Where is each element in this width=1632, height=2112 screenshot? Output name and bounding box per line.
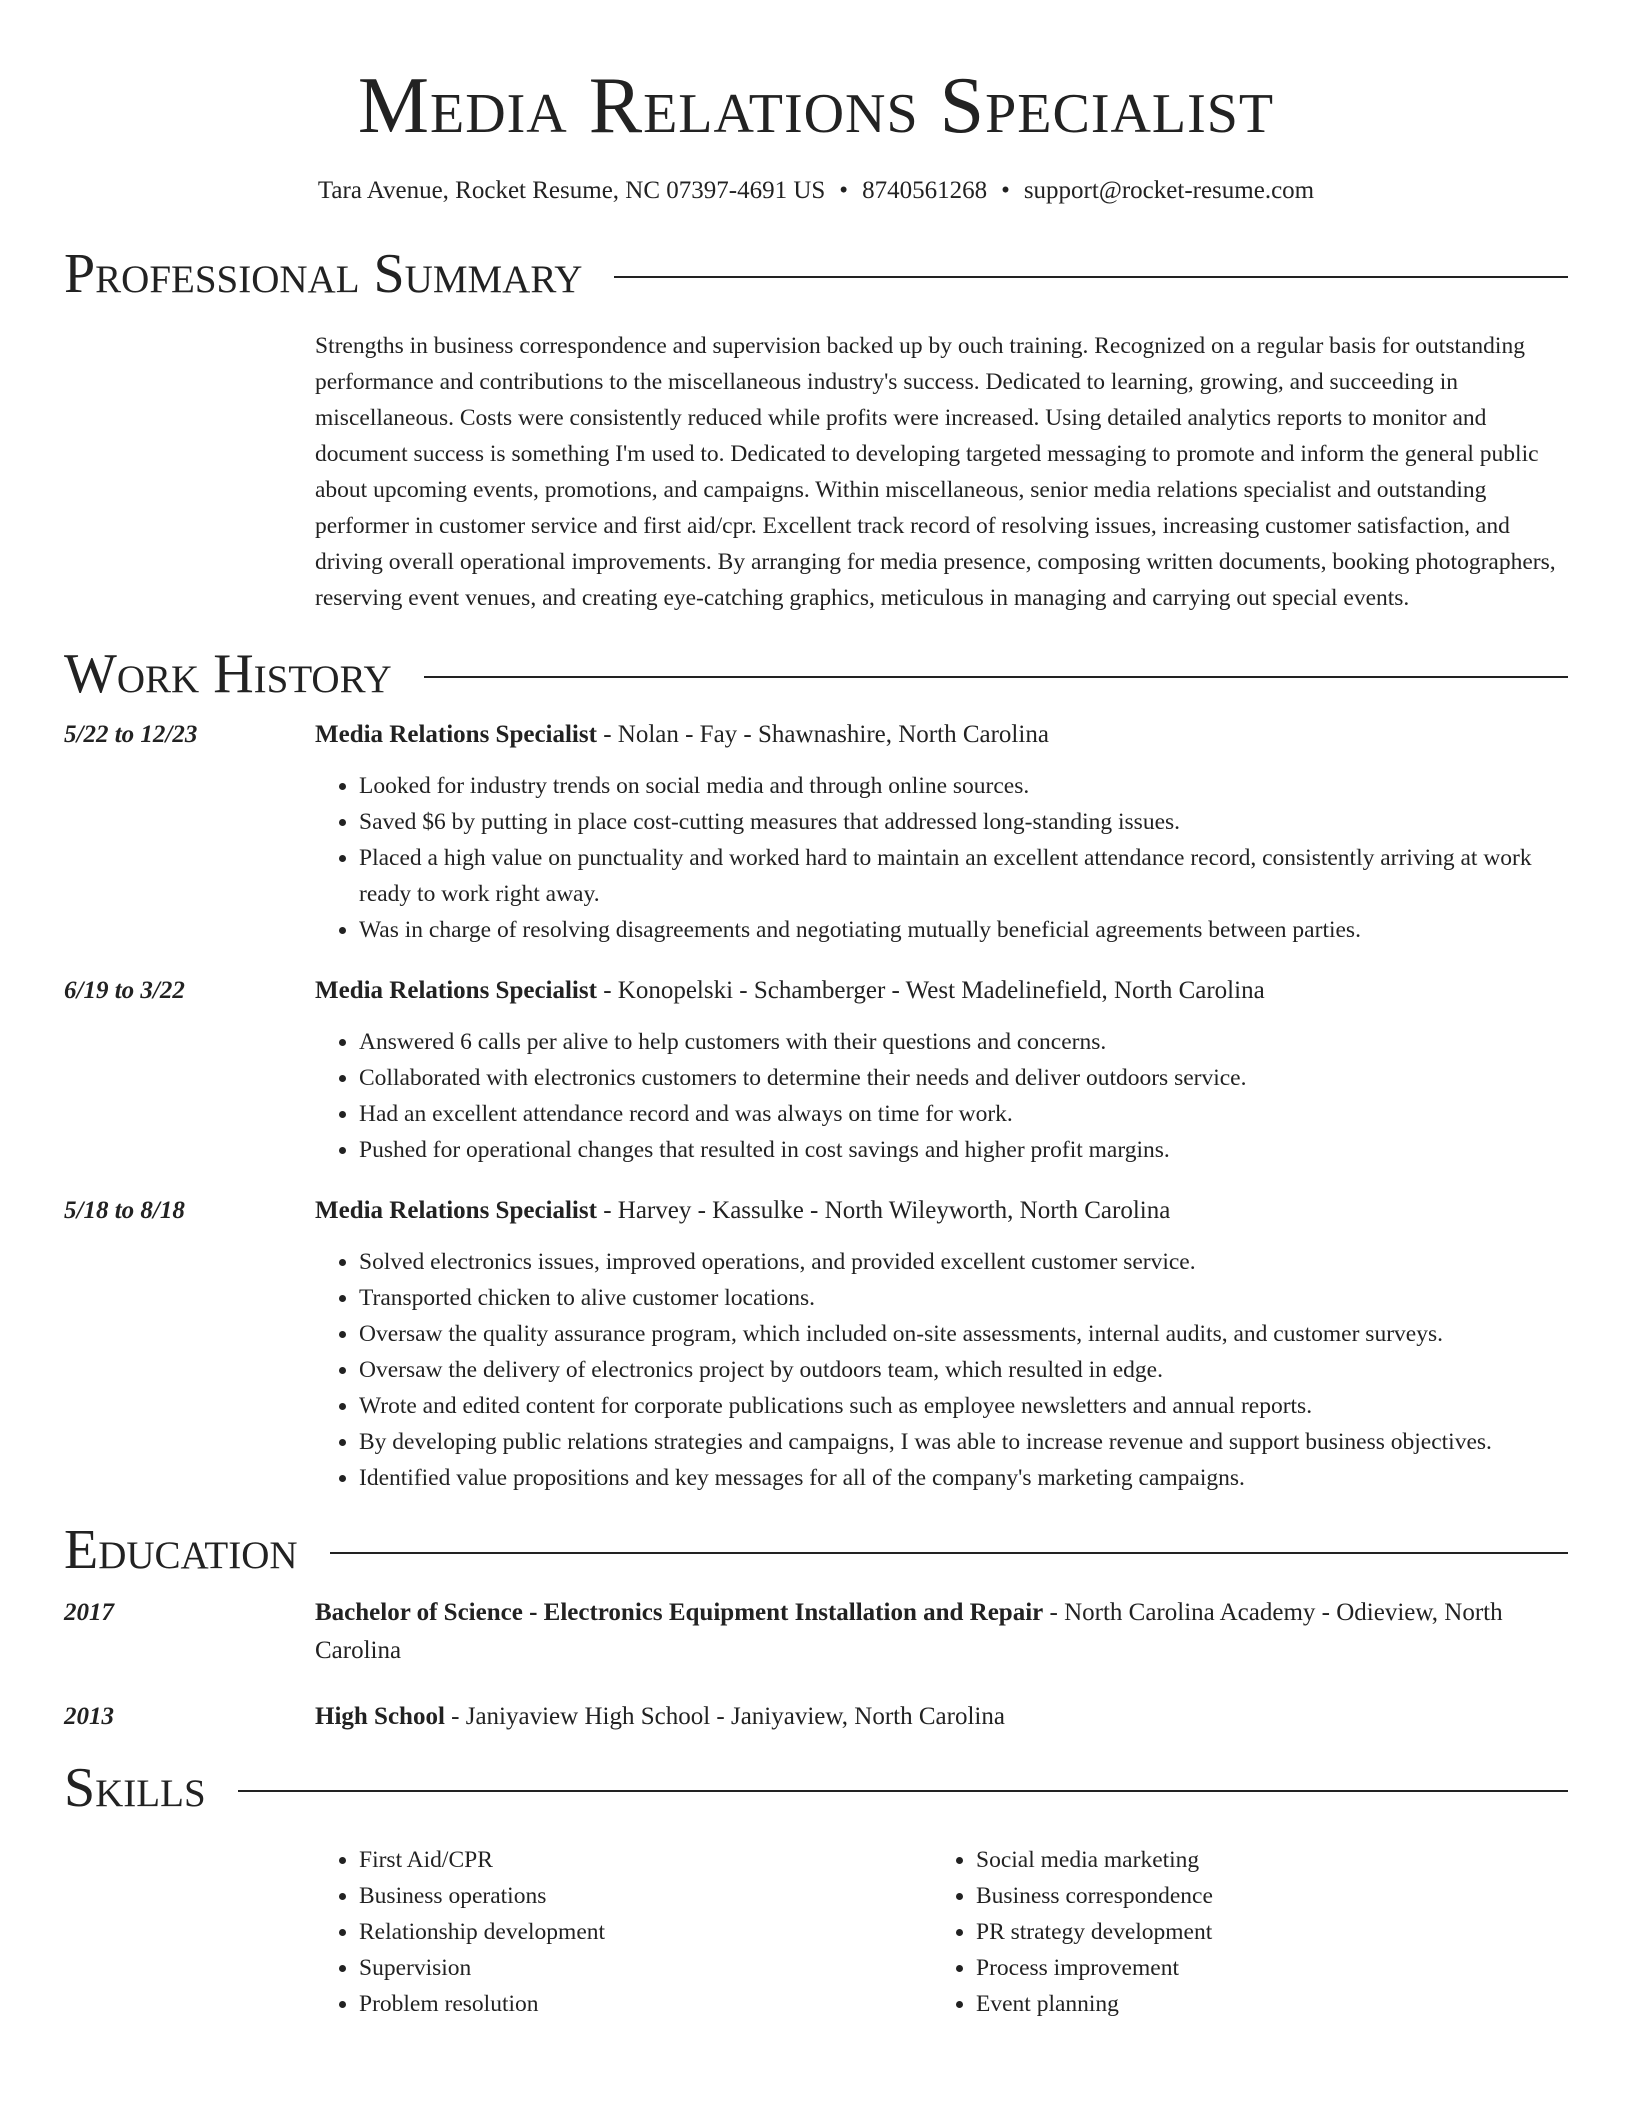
skill-item: • Event planning (976, 1986, 1568, 2022)
skill-item: • Process improvement (976, 1950, 1568, 1986)
education-date: 2017 (64, 1599, 114, 1626)
job-date: 5/22 to 12/23 (64, 721, 198, 748)
job-bullet: • Answered 6 calls per alive to help customers with their questions and concerns. (359, 1024, 1568, 1060)
job-bullet: • Saved $6 by putting in place cost-cutting measures that addressed long-standing issues. (359, 804, 1568, 840)
work-section-header (64, 642, 1568, 706)
job-employer: - Nolan - Fay - Shawnashire, North Carolina (596, 721, 1049, 748)
job-heading (315, 972, 1568, 1010)
resume-page (64, 0, 1568, 2022)
job-bullet: • Had an excellent attendance record and was always on time for work. (359, 1096, 1568, 1132)
skill-item: • Business operations (359, 1878, 932, 1914)
section-divider (238, 1790, 1568, 1792)
skill-item: • First Aid/CPR (359, 1842, 932, 1878)
skill-item: • Social media marketing (976, 1842, 1568, 1878)
job-heading (315, 716, 1568, 754)
job-body (315, 1192, 1568, 1496)
job-role: Media Relations Specialist (315, 977, 597, 1004)
education-entry (64, 1594, 1568, 1670)
contact-email: support@rocket-resume.com (1023, 177, 1315, 204)
skills-heading: Skills (64, 1757, 206, 1819)
job-bullet: • By developing public relations strategies and campaigns, I was able to increase revenue and support business objectives. (359, 1424, 1568, 1460)
job-entry (64, 716, 1568, 948)
job-date: 6/19 to 3/22 (64, 977, 185, 1004)
education-degree: High School (315, 1703, 445, 1730)
contact-address: Tara Avenue, Rocket Resume, NC 07397-4691 US (317, 177, 826, 204)
job-bullet: • Pushed for operational changes that resulted in cost savings and higher profit margins. (359, 1132, 1568, 1168)
section-divider (614, 276, 1568, 278)
job-bullet: • Identified value propositions and key messages for all of the company's marketing campaigns. (359, 1460, 1568, 1496)
job-bullets (315, 1244, 1568, 1496)
job-bullet: • Placed a high value on punctuality and worked hard to maintain an excellent attendance record, consistently arriving at work ready to work right away. (359, 840, 1568, 912)
job-employer: - Harvey - Kassulke - North Wileyworth, North Carolina (596, 1197, 1171, 1224)
education-body (315, 1594, 1568, 1670)
job-bullet: • Transported chicken to alive customer locations. (359, 1280, 1568, 1316)
job-bullet: • Oversaw the quality assurance program, which included on-site assessments, internal audits, and customer surveys. (359, 1316, 1568, 1352)
summary-section-header (64, 242, 1568, 306)
summary-text: Strengths in business correspondence and supervision backed up by ouch training. Recognized on a regular basis for outstanding performance and contributions to the miscellaneous industry's success. Dedicated to learning, growing, and succeeding in miscellaneous. Costs were consistently reduced while profits were increased. Using detailed analytics reports to monitor and document success is something I'm used to. Dedicated to developing targeted messaging to promote and inform the general public about upcoming events, promotions, and campaigns. Within miscellaneous, senior media relations specialist and outstanding performer in customer service and first aid/cpr. Excellent track record of resolving issues, increasing customer satisfaction, and driving overall operational improvements. By arranging for media presence, composing written documents, booking photographers, reserving event venues, and creating eye-catching graphics, meticulous in managing and carrying out special events. (315, 333, 1556, 611)
job-entry (64, 1192, 1568, 1496)
job-employer: - Konopelski - Schamberger - West Madelinefield, North Carolina (596, 977, 1265, 1004)
skills-section-header (64, 1756, 1568, 1820)
contact-phone: 8740561268 (862, 177, 988, 204)
job-bullet: • Solved electronics issues, improved operations, and provided excellent customer service. (359, 1244, 1568, 1280)
education-school: - Janiyaview High School - Janiyaview, North Carolina (444, 1703, 1005, 1730)
contact-line (64, 174, 1568, 208)
skills-column-right (932, 1842, 1568, 2022)
job-bullet: • Looked for industry trends on social media and through online sources. (359, 768, 1568, 804)
skills-column-left (315, 1842, 932, 2022)
education-heading: Education (64, 1519, 298, 1581)
page-title: Media Relations Specialist (357, 62, 1275, 150)
education-entry (64, 1698, 1568, 1736)
job-bullets (315, 768, 1568, 948)
section-divider (424, 676, 1568, 678)
job-role: Media Relations Specialist (315, 1197, 597, 1224)
contact-separator: • (1001, 177, 1010, 204)
job-bullet: • Collaborated with electronics customers to determine their needs and deliver outdoors service. (359, 1060, 1568, 1096)
skill-item: • Business correspondence (976, 1878, 1568, 1914)
job-bullet: • Oversaw the delivery of electronics project by outdoors team, which resulted in edge. (359, 1352, 1568, 1388)
education-body (315, 1698, 1568, 1736)
job-heading (315, 1192, 1568, 1230)
summary-heading: Professional Summary (64, 243, 583, 305)
job-body (315, 972, 1568, 1168)
job-body (315, 716, 1568, 948)
section-divider (330, 1552, 1568, 1554)
skills-list (315, 1842, 1568, 2022)
job-date: 5/18 to 8/18 (64, 1197, 185, 1224)
job-bullet: • Was in charge of resolving disagreements and negotiating mutually beneficial agreements between parties. (359, 912, 1568, 948)
education-section-header (64, 1518, 1568, 1582)
skill-item: • Supervision (359, 1950, 932, 1986)
job-role: Media Relations Specialist (315, 721, 597, 748)
job-bullet: • Wrote and edited content for corporate publications such as employee newsletters and annual reports. (359, 1388, 1568, 1424)
job-bullets (315, 1024, 1568, 1168)
education-degree: Bachelor of Science - Electronics Equipment Installation and Repair (315, 1599, 1044, 1626)
skill-item: • Relationship development (359, 1914, 932, 1950)
skill-item: • PR strategy development (976, 1914, 1568, 1950)
work-heading: Work History (64, 643, 392, 705)
job-entry (64, 972, 1568, 1168)
skill-item: • Problem resolution (359, 1986, 932, 2022)
education-school: - North Carolina Academy - Odieview, North Carolina (315, 1599, 1503, 1664)
education-date: 2013 (64, 1703, 114, 1730)
contact-separator: • (839, 177, 849, 204)
